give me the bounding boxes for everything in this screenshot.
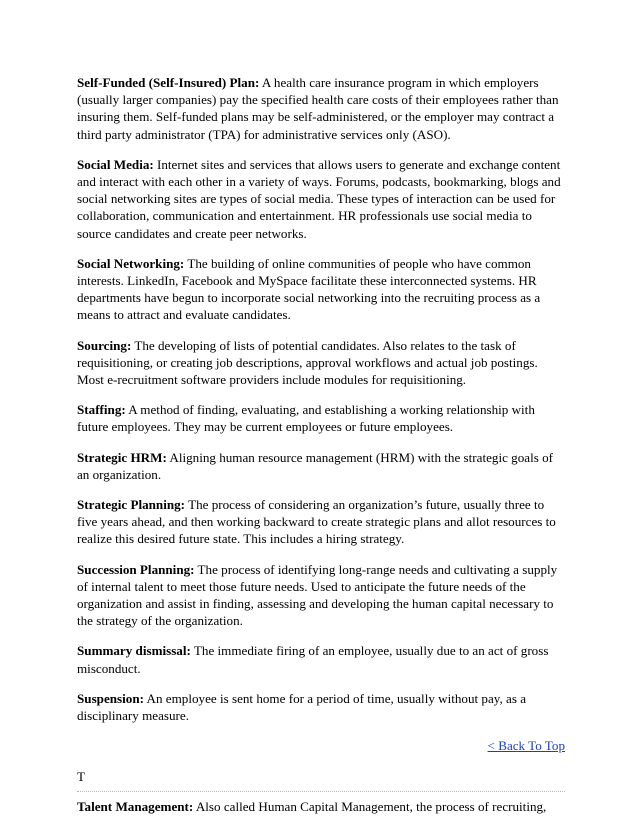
section-letter-heading: T xyxy=(77,768,85,784)
glossary-definition: The developing of lists of potential candidates. Also relates to the task of requisitioning, or creating job descriptions, approval workflows and actual job postings. Most e-recruitment software providers include modules for requisitioning. xyxy=(77,337,538,388)
glossary-definition: The building of online communities of people who have common interests. LinkedIn, Facebook and MySpace facilitate these interconnected systems. HR departments have begun to incorporate social networking into the recruiting process as a means to attract and evaluate candidates. xyxy=(77,255,541,323)
glossary-term: Suspension: xyxy=(77,690,144,706)
glossary-entry-sourcing xyxy=(77,337,565,389)
back-to-top-link[interactable]: < Back To Top xyxy=(487,738,565,754)
glossary-entry-strategic-planning xyxy=(77,496,565,548)
glossary-term: Social Networking: xyxy=(77,255,185,271)
glossary-definition: Also called Human Capital Management, the process of recruiting, xyxy=(193,798,547,814)
glossary-term: Succession Planning: xyxy=(77,561,195,577)
glossary-definition: A health care insurance program in which employers (usually larger companies) pay the specified health care costs of their employees rather than insuring them. Self-funded plans may be self-administered, or the employer may contract a third party administrator (TPA) for administrative services only (ASO). xyxy=(77,75,559,142)
glossary-entry-social-media xyxy=(77,156,565,242)
section-divider xyxy=(77,791,565,792)
glossary-term: Talent Management: xyxy=(77,798,194,814)
glossary-page xyxy=(77,74,565,828)
glossary-term: Sourcing: xyxy=(77,337,132,353)
glossary-term: Social Media: xyxy=(77,156,154,172)
glossary-definition: Aligning human resource management (HRM) with the strategic goals of an organization. xyxy=(77,449,553,482)
glossary-definition: An employee is sent home for a period of time, usually without pay, as a disciplinary measure. xyxy=(77,690,527,724)
glossary-definition: A method of finding, evaluating, and establishing a working relationship with future employees. They may be current employees or future employees. xyxy=(77,402,535,435)
glossary-term: Strategic Planning: xyxy=(77,497,186,513)
glossary-definition: The process of considering an organization’s future, usually three to five years ahead, and then working backward to create strategic plans and allot resources to realize this desired future state. This includes a hiring strategy. xyxy=(77,497,556,547)
glossary-entry-social-networking xyxy=(77,255,565,324)
glossary-entry-succession-planning xyxy=(77,561,565,630)
glossary-entry-staffing xyxy=(77,401,565,435)
glossary-definition: The process of identifying long-range needs and cultivating a supply of internal talent to meet those future needs. Used to anticipate the future needs of the organization and assist in finding, assessing and developing the human capital necessary to the strategy of the organization. xyxy=(77,561,558,629)
glossary-definition: The immediate firing of an employee, usually due to an act of gross misconduct. xyxy=(77,643,549,676)
glossary-term: Summary dismissal: xyxy=(77,643,191,659)
glossary-term: Self-Funded (Self-Insured) Plan: xyxy=(77,75,260,90)
glossary-term: Strategic HRM: xyxy=(77,449,167,465)
glossary-entry-self-funded-plan xyxy=(77,74,565,143)
glossary-entry-strategic-hrm xyxy=(77,449,565,483)
back-to-top-row xyxy=(77,737,565,754)
glossary-entry-talent-management xyxy=(77,798,565,815)
glossary-term: Staffing: xyxy=(77,402,126,418)
glossary-entry-suspension xyxy=(77,690,565,724)
glossary-definition: Internet sites and services that allows users to generate and exchange content and interact with each other in a variety of ways. Forums, podcasts, bookmarking, blogs and social networking sites are types of social media. These types of interaction can be used for collaboration, communication and entertainment. HR professionals use social media to source candidates and create peer networks. xyxy=(77,156,561,241)
glossary-entry-summary-dismissal xyxy=(77,642,565,676)
